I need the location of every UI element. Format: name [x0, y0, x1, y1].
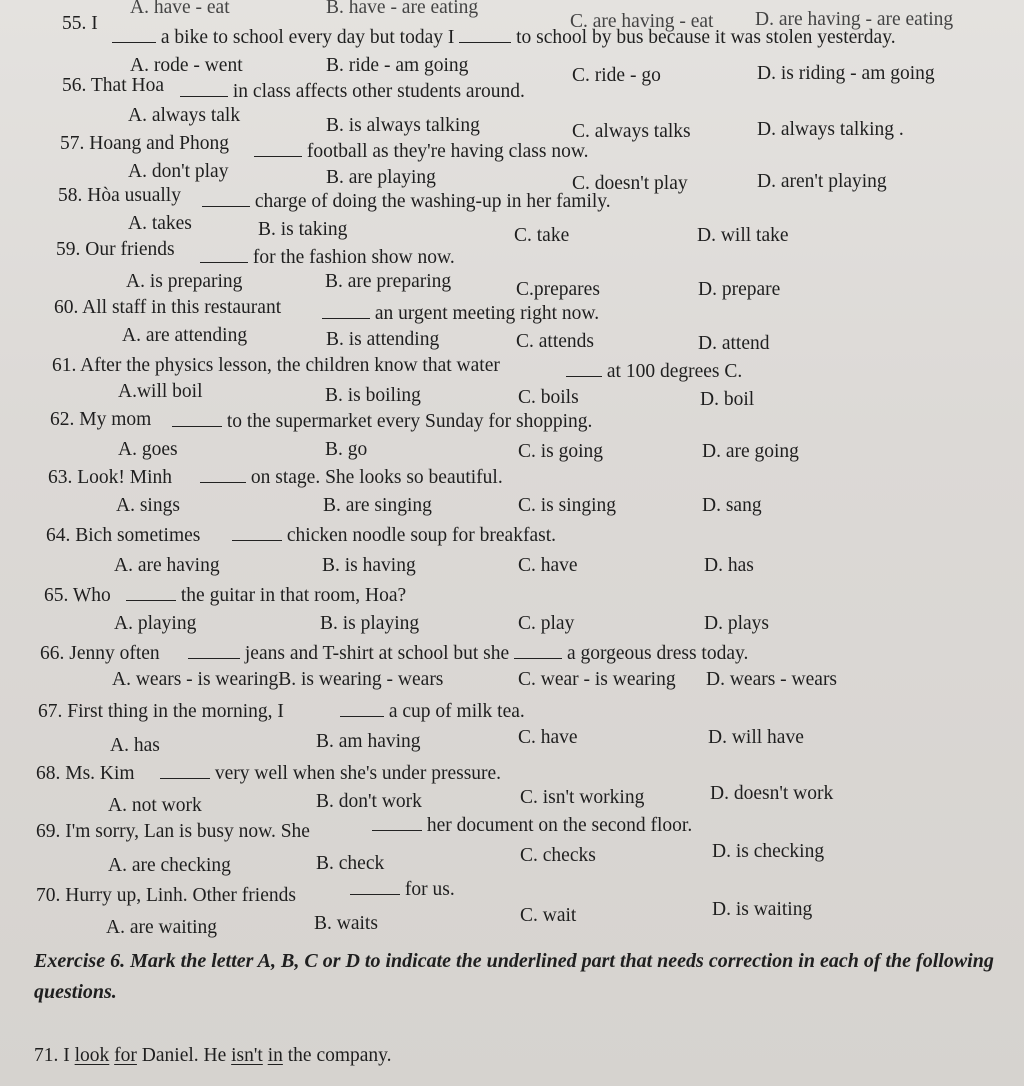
- question-number: 71.: [34, 1045, 59, 1066]
- question-number: 60. All staff in this restaurant: [54, 297, 282, 318]
- option-d: D. is checking: [712, 841, 825, 862]
- option-b: B. is having: [322, 555, 416, 576]
- option-c: C. have: [518, 727, 578, 748]
- option-c: C.prepares: [516, 279, 600, 300]
- option-d: D. plays: [704, 613, 769, 634]
- question-stem: chicken noodle soup for breakfast.: [286, 525, 556, 546]
- option-b: B. is attending: [326, 329, 440, 350]
- option-b: B. waits: [314, 913, 378, 934]
- option-c: C. checks: [520, 845, 596, 866]
- option-b: B. ride - am going: [326, 55, 469, 76]
- question-stem-2: to school by bus because it was stolen yesterday.: [516, 27, 896, 48]
- word-daniel-he: Daniel. He: [141, 1045, 227, 1066]
- option-a: A. don't play: [128, 161, 229, 182]
- option-c: C. play: [518, 613, 575, 634]
- question-stem: for us.: [404, 879, 455, 900]
- underlined-part-b: for: [114, 1045, 137, 1066]
- exercise-6-title: Exercise 6. Mark the letter A, B, C or D to indicate the underlined part that needs correction in each of the following questions.: [34, 950, 994, 1003]
- question-number: 64. Bich sometimes: [46, 525, 201, 546]
- option-a: A. have - eat: [130, 0, 230, 18]
- option-b: B. have - are eating: [326, 0, 479, 18]
- option-b: B. check: [316, 853, 385, 874]
- question-stem: football as they're having class now.: [306, 141, 589, 162]
- option-a: A. takes: [128, 213, 192, 234]
- option-d: D. is riding - am going: [757, 63, 935, 84]
- underlined-part-a: look: [74, 1045, 110, 1066]
- question-number: 66. Jenny often: [40, 643, 160, 664]
- option-c: C. have: [518, 555, 578, 576]
- option-d: D. has: [704, 555, 754, 576]
- option-a-b: A. wears - is wearingB. is wearing - wears: [112, 669, 444, 690]
- option-d: D. wears - wears: [706, 669, 838, 690]
- question-number: 58. Hòa usually: [58, 185, 181, 206]
- question-stem: to the supermarket every Sunday for shopping.: [226, 411, 593, 432]
- option-a: A. playing: [114, 613, 197, 634]
- option-c: C. attends: [516, 331, 594, 352]
- option-c: C. wait: [520, 905, 577, 926]
- question-number: 56. That Hoa: [62, 75, 164, 96]
- question-stem: jeans and T-shirt at school but she: [244, 643, 510, 664]
- option-b: B. is playing: [320, 613, 420, 634]
- option-b: B. am having: [316, 731, 421, 752]
- option-a: A. are checking: [108, 855, 231, 876]
- option-a: A. is preparing: [126, 271, 243, 292]
- option-b: B. are playing: [326, 167, 436, 188]
- option-d: D. prepare: [698, 279, 781, 300]
- option-b: B. go: [325, 439, 368, 460]
- option-c: C. boils: [518, 387, 579, 408]
- option-a: A. are having: [114, 555, 220, 576]
- question-number: 61. After the physics lesson, the children know that water: [52, 355, 500, 376]
- option-d: D. attend: [698, 333, 770, 354]
- option-a: A. goes: [118, 439, 178, 460]
- word-the-company: the company.: [287, 1045, 392, 1066]
- question-stem: her document on the second floor.: [426, 815, 693, 836]
- option-c: C. take: [514, 225, 570, 246]
- option-a: A. rode - went: [130, 55, 243, 76]
- question-stem: charge of doing the washing-up in her family.: [254, 191, 611, 212]
- option-d: D. aren't playing: [757, 171, 887, 192]
- option-d: D. are having - are eating: [755, 9, 954, 30]
- word-i: I: [63, 1045, 70, 1066]
- option-b: B. don't work: [316, 791, 422, 812]
- option-b: B. are singing: [323, 495, 432, 516]
- question-number: 70. Hurry up, Linh. Other friends: [36, 885, 296, 906]
- question-stem: a bike to school every day but today I: [160, 27, 455, 48]
- option-d: D. sang: [702, 495, 762, 516]
- question-number: 69. I'm sorry, Lan is busy now. She: [36, 821, 310, 842]
- option-d: D. boil: [700, 389, 755, 410]
- option-c: C. isn't working: [520, 787, 645, 808]
- option-a: A. has: [110, 735, 160, 756]
- question-number: 63. Look! Minh: [48, 467, 173, 488]
- question-stem: for the fashion show now.: [252, 247, 455, 268]
- option-c: C. are having - eat: [570, 11, 714, 32]
- underlined-part-c: isn't: [231, 1045, 263, 1066]
- question-stem: very well when she's under pressure.: [214, 763, 502, 784]
- option-c: C. doesn't play: [572, 173, 688, 194]
- option-c: C. wear - is wearing: [518, 669, 676, 690]
- option-d: D. doesn't work: [710, 783, 834, 804]
- question-stem: on stage. She looks so beautiful.: [250, 467, 503, 488]
- option-c: C. is singing: [518, 495, 617, 516]
- question-stem: in class affects other students around.: [232, 81, 525, 102]
- question-number: 55. I: [62, 13, 98, 34]
- question-number: 59. Our friends: [56, 239, 175, 260]
- question-stem: the guitar in that room, Hoa?: [180, 585, 407, 606]
- option-d: D. will have: [708, 727, 804, 748]
- option-a: A. sings: [116, 495, 180, 516]
- option-b: B. is boiling: [325, 385, 421, 406]
- question-stem: an urgent meeting right now.: [374, 303, 600, 324]
- option-a: A. always talk: [128, 105, 241, 126]
- question-number: 57. Hoang and Phong: [60, 133, 229, 154]
- option-d: D. will take: [697, 225, 789, 246]
- question-number: 62. My mom: [50, 409, 152, 430]
- option-b: B. is always talking: [326, 115, 480, 136]
- option-a: A.will boil: [118, 381, 203, 402]
- question-stem: a cup of milk tea.: [388, 701, 525, 722]
- option-d: D. is waiting: [712, 899, 813, 920]
- option-d: D. always talking .: [757, 119, 904, 140]
- option-d: D. are going: [702, 441, 799, 462]
- question-number: 68. Ms. Kim: [36, 763, 135, 784]
- option-a: A. are attending: [122, 325, 248, 346]
- option-c: C. always talks: [572, 121, 691, 142]
- question-number: 65. Who: [44, 585, 111, 606]
- option-a: A. are waiting: [106, 917, 218, 938]
- option-b: B. are preparing: [325, 271, 452, 292]
- underlined-part-d: in: [267, 1045, 283, 1066]
- option-b: B. is taking: [258, 219, 348, 240]
- question-number: 67. First thing in the morning, I: [38, 701, 284, 722]
- question-stem-2: a gorgeous dress today.: [566, 643, 749, 664]
- question-stem: at 100 degrees C.: [606, 361, 743, 382]
- option-c: C. ride - go: [572, 65, 661, 86]
- option-a: A. not work: [108, 795, 202, 816]
- option-c: C. is going: [518, 441, 604, 462]
